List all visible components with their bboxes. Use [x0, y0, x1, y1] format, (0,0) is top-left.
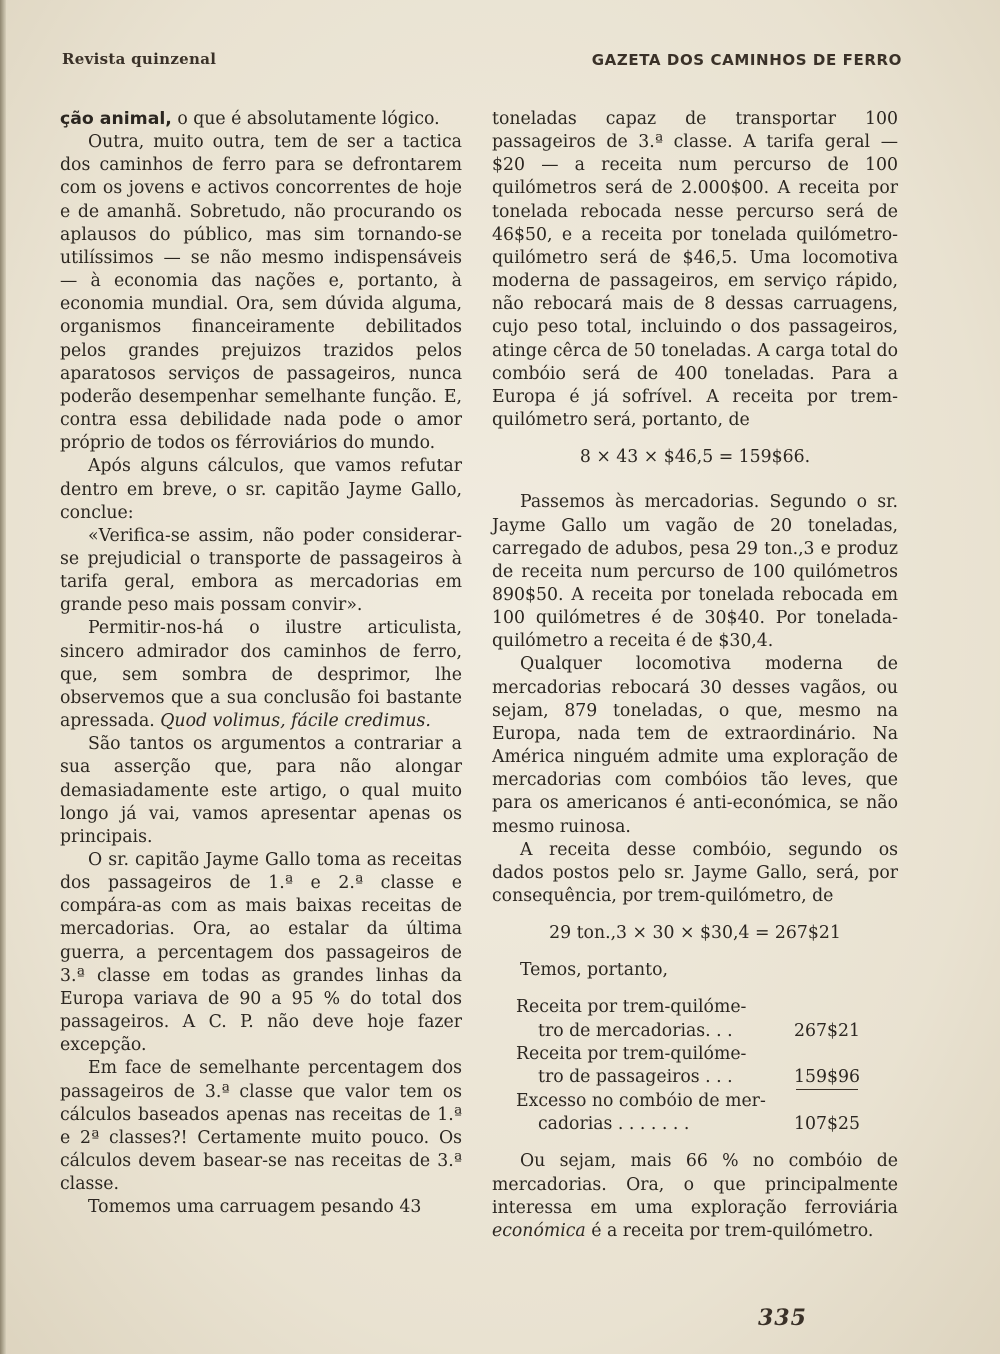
summary-table [516, 996, 860, 1136]
paragraph: Após alguns cálculos, que vamos refutar dentro em breve, o sr. capitão Jayme Gallo, conclue: [60, 456, 462, 523]
paragraph-text: é a receita por trem-quilómetro. [585, 1220, 874, 1241]
table-row [516, 1090, 860, 1136]
right-column [492, 108, 898, 1243]
running-head-right: GAZETA DOS CAMINHOS DE FERRO [591, 51, 902, 69]
paragraph: Tomemos uma carruagem pesando 43 [88, 1197, 422, 1218]
paragraph: A receita desse combóio, segundo os dados postos pelo sr. Jayme Gallo, será, por consequência, por trem-quilómetro, de [492, 839, 898, 906]
row-value: 267$21 [794, 1020, 860, 1041]
paragraph: Outra, muito outra, tem de ser a tactica dos caminhos de ferro para se defrontarem com os jovens e activos concorrentes de hoje e de amanhã. Sobretudo, não procurando os aplausos do público, mas sim tornando-se utilíssimos — se não mesmo indispensáveis — à economia das nações e, portanto, à economia mundial. Ora, sem dúvida alguma, organismos financeiramente debilitados pelos grandes prejuizos trazidos pelos aparatosos serviços de passageiros, nunca poderão desempenhar semelhante função. E, contra essa debilidade nada pode o amor próprio de todos os férroviários do mundo. [60, 132, 462, 454]
paragraph [492, 1150, 898, 1243]
row-label: Excesso no combóio de mer- [516, 1091, 766, 1112]
paragraph: Qualquer locomotiva moderna de mercadorias rebocará 30 desses vagãos, ou sejam, 879 toneladas, o que, mesmo na Europa, nada tem de extraordinário. Na América ninguém admite uma exploração de mercadorias com combóios tão leves, que para os americanos é anti-económica, se não mesmo ruinosa. [492, 654, 898, 837]
running-head-left: Revista quinzenal [62, 50, 217, 68]
left-column [60, 108, 462, 1220]
table-row [516, 996, 860, 1042]
table-row [516, 1043, 860, 1089]
paragraph-continued: toneladas capaz de transportar 100 passageiros de 3.ª classe. A tarifa geral — $20 — a receita num percurso de 100 quilómetros será de 2.000$00. A receita por tonelada rebocada nesse percurso será de 46$50, e a receita por tonelada quilómetro-quilómetro será de $46,5. Uma locomotiva moderna de passageiros, em serviço rápido, não rebocará mais de 8 dessas carruagens, cujo peso total, incluindo o dos passageiros, atinge cêrca de 50 toneladas. A carga total do combóio será de 400 toneladas. Para a Europa é já sofrível. A receita por trem-quilómetro será, portanto, de [492, 109, 898, 431]
paragraph: São tantos os argumentos a contrariar a sua asserção que, para não alongar demasiadamente este artigo, o qual muito longo já vai, vamos apresentar apenas os principais. [60, 734, 462, 847]
paragraph: Temos, portanto, [520, 960, 669, 981]
row-label: Receita por trem-quilóme- [516, 1043, 747, 1064]
paragraph: O sr. capitão Jayme Gallo toma as receitas dos passageiros de 1.ª e 2.ª classe e compára-as com as mais baixas receitas de mercadorias. Ora, ao estalar da última guerra, a percentagem dos passageiros de 3.ª classe em todas as grandes linhas da Europa variava de 90 a 95 % do total dos passageiros. A C. P. não deve hoje fazer excepção. [60, 850, 462, 1056]
row-label: tro de mercadorias. . . [538, 1020, 733, 1041]
page-number: 335 [758, 1305, 807, 1331]
row-label: Receita por trem-quilóme- [516, 997, 747, 1018]
formula: 8 × 43 × $46,5 = 159$66. [579, 447, 811, 468]
row-label: cadorias . . . . . . . [538, 1114, 690, 1135]
bold-lead: ção animal, [60, 109, 172, 129]
paragraph-text: Ou sejam, mais 66 % no combóio de mercadorias. Ora, o que principalmente interessa em uma exploração ferroviária [492, 1151, 898, 1218]
paragraph-text: Permitir-nos-há o ilustre articulista, sincero admirador dos caminhos de ferro, que, sem sombra de desprimor, lhe observemos que a sua conclusão foi bastante apressada. [60, 618, 462, 732]
paragraph: Passemos às mercadorias. Segundo o sr. Jayme Gallo um vagão de 20 toneladas, carregado de adubos, pesa 29 ton.,3 e produz de receita num percurso de 100 quilómetros 890$50. A receita por tonelada rebocada em 100 quilómetres é de 30$40. Por tonelada-quilómetro a receita é de $30,4. [492, 492, 898, 652]
formula: 29 ton.,3 × 30 × $30,4 = 267$21 [549, 923, 841, 944]
latin-phrase: Quod volimus, fácile credimus. [160, 711, 431, 732]
quotation: «Verifica-se assim, não poder considerar-se prejudicial o transporte de passageiros à tarifa geral, embora as mercadorias em grande peso mais possam convir». [60, 525, 462, 616]
paragraph: Em face de semelhante percentagem dos passageiros de 3.ª classe que valor tem os cálculos baseados apenas nas receitas de 1.ª e 2ª classes?! Certamente muito pouco. Os cálculos devem basear-se nas receitas de 3.ª classe. [60, 1058, 462, 1195]
emphasis: económica [492, 1220, 586, 1241]
paragraph [60, 617, 462, 733]
row-value: 159$96 [794, 1066, 860, 1087]
row-value: 107$25 [794, 1114, 860, 1135]
paragraph-text: o que é absolutamente lógico. [171, 109, 440, 129]
binding-edge [0, 0, 6, 1354]
paragraph-continued [60, 108, 462, 131]
row-label: tro de passageiros . . . [538, 1066, 733, 1087]
